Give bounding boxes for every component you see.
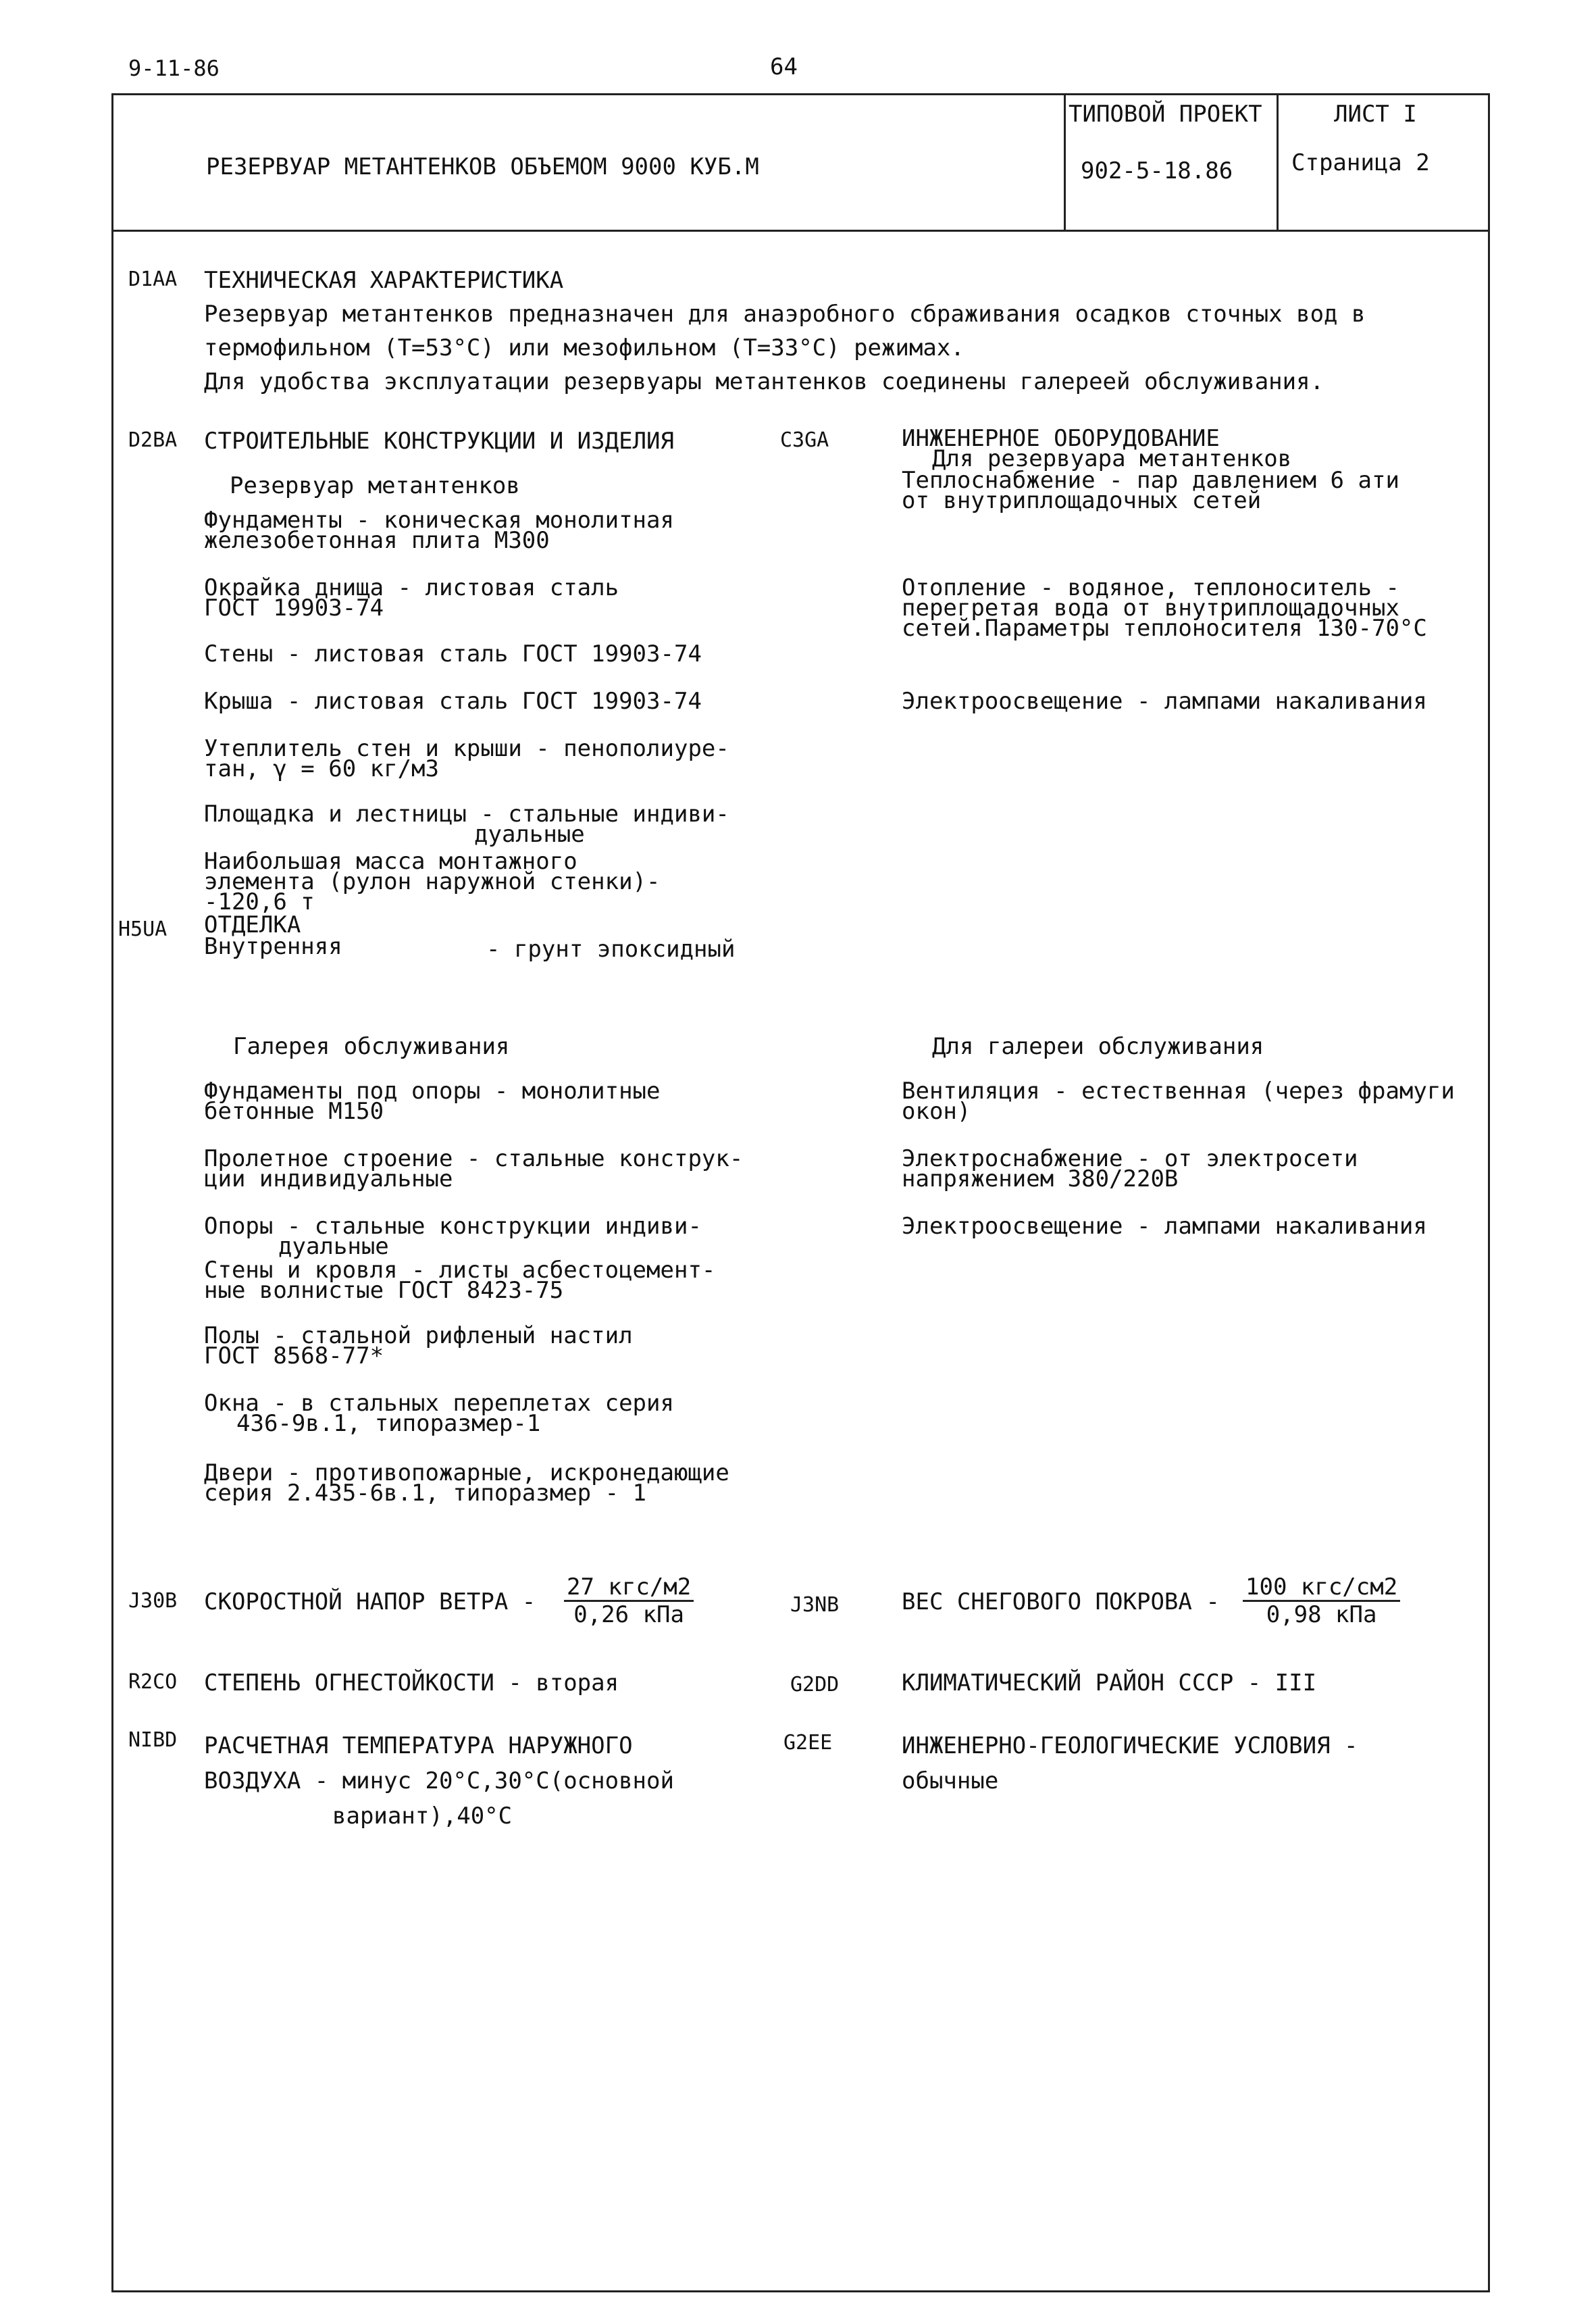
project-label: ТИПОВОЙ ПРОЕКТ	[1069, 101, 1262, 128]
subheading-gallery: Галерея обслуживания	[233, 1033, 510, 1060]
document-date: 9-11-86	[128, 55, 220, 81]
climate-zone: КЛИМАТИЧЕСКИЙ РАЙОН СССР - III	[902, 1669, 1317, 1696]
gallery-item: Стены и кровля - листы асбестоцемент- ные волнистые ГОСТ 8423-75	[204, 1257, 716, 1304]
project-number: 902-5-18.86	[1081, 157, 1233, 184]
document-title: РЕЗЕРВУАР МЕТАНТЕНКОВ ОБЪЕМОМ 9000 КУБ.М	[206, 153, 759, 180]
tech-desc-line2: термофильном (Т=53°С) или мезофильном (Т=33°С) режимах.	[204, 334, 964, 361]
title-divider-1	[1064, 93, 1066, 231]
finish-inner-value: - грунт эпоксидный	[486, 936, 736, 963]
construction-item: Утеплитель стен и крыши - пенополиуре- тан, γ = 60 кг/м3	[204, 735, 729, 782]
sheet-label: ЛИСТ I	[1334, 101, 1417, 128]
engineering-sub: Для резервуара метантенков	[932, 445, 1292, 472]
tech-desc-line3: Для удобства эксплуатации резервуары метантенков соединены галереей обслуживания.	[204, 368, 1324, 395]
construction-item: Площадка и лестницы - стальные индиви- дуальные	[204, 801, 729, 848]
construction-item: Фундаменты - коническая монолитная железобетонная плита М300	[204, 507, 674, 554]
wind-value: 27 кгс/м2 0,26 кПа	[564, 1574, 694, 1628]
code-fire: R2CO	[128, 1670, 178, 1694]
wind-label: СКОРОСТНОЙ НАПОР ВЕТРА -	[204, 1588, 536, 1615]
construction-item: Стены - листовая сталь ГОСТ 19903-74	[204, 640, 702, 668]
snow-label: ВЕС СНЕГОВОГО ПОКРОВА -	[902, 1588, 1220, 1615]
frame-left-line	[111, 93, 113, 2292]
page-label: Страница 2	[1291, 149, 1430, 176]
construction-item: Крыша - листовая сталь ГОСТ 19903-74	[204, 688, 702, 715]
gallery-item: Опоры - стальные конструкции индиви- дуальные	[204, 1213, 702, 1260]
section-code-d2ba: D2BA	[128, 428, 178, 452]
code-wind: J30B	[128, 1589, 178, 1613]
code-geo: G2EE	[783, 1731, 833, 1755]
subheading-gallery-equipment: Для галереи обслуживания	[932, 1033, 1264, 1060]
subheading-reservoir: Резервуар метантенков	[230, 472, 520, 499]
gallery-item: Полы - стальной рифленый настил ГОСТ 8568-77*	[204, 1322, 633, 1369]
section-code-c3ga: C3GA	[780, 428, 829, 452]
frame-right-line	[1488, 93, 1490, 2292]
page-number: 64	[770, 53, 798, 80]
heating: Отопление - водяное, теплоноситель - перегретая вода от внутриплощадочных сетей.Параметры теплоносителя 130-70°С	[902, 574, 1427, 642]
section-code-d1aa: D1AA	[128, 268, 178, 291]
fire-resistance: СТЕПЕНЬ ОГНЕСТОЙКОСТИ - вторая	[204, 1669, 619, 1696]
gallery-item: Фундаменты под опоры - монолитные бетонные М150	[204, 1078, 661, 1125]
heat-supply: Теплоснабжение - пар давлением 6 ати от внутриплощадочных сетей	[902, 467, 1399, 514]
geo-conditions: ИНЖЕНЕРНО-ГЕОЛОГИЧЕСКИЕ УСЛОВИЯ - обычные	[902, 1732, 1358, 1794]
lighting: Электроосвещение - лампами накаливания	[902, 688, 1427, 715]
code-snow: J3NB	[790, 1593, 840, 1617]
power-supply: Электроснабжение - от электросети напряжением 380/220В	[902, 1145, 1358, 1192]
section-heading-finish: ОТДЕЛКА	[204, 911, 301, 938]
code-climate: G2DD	[790, 1673, 840, 1696]
design-temperature: РАСЧЕТНАЯ ТЕМПЕРАТУРА НАРУЖНОГО ВОЗДУХА - минус 20°С,30°С(основной вариант),40°С	[204, 1732, 674, 1830]
ventilation: Вентиляция - естественная (через фрамуги окон)	[902, 1078, 1455, 1125]
section-heading-tech: ТЕХНИЧЕСКАЯ ХАРАКТЕРИСТИКА	[204, 267, 564, 294]
gallery-item: Пролетное строение - стальные конструк- ции индивидуальные	[204, 1145, 744, 1192]
tech-desc-line1: Резервуар метантенков предназначен для анаэробного сбраживания осадков сточных вод в	[204, 301, 1366, 328]
construction-item: Окрайка днища - листовая сталь ГОСТ 19903-74	[204, 574, 619, 622]
finish-inner-label: Внутренняя	[204, 933, 342, 960]
max-mass-note: Наибольшая масса монтажного элемента (рулон наружной стенки)- -120,6 т	[204, 848, 661, 915]
frame-title-bottom-line	[111, 230, 1489, 232]
code-temp: NIBD	[128, 1728, 178, 1752]
section-heading-construction: СТРОИТЕЛЬНЫЕ КОНСТРУКЦИИ И ИЗДЕЛИЯ	[204, 428, 674, 455]
gallery-item: Окна - в стальных переплетах серия 436-9в.1, типоразмер-1	[204, 1390, 674, 1437]
frame-bottom-line	[111, 2290, 1489, 2292]
section-code-h5ua: H5UA	[118, 917, 168, 941]
frame-top-line	[111, 93, 1489, 95]
gallery-lighting: Электроосвещение - лампами накаливания	[902, 1213, 1427, 1240]
title-divider-2	[1277, 93, 1279, 231]
section-heading-engineering: ИНЖЕНЕРНОЕ ОБОРУДОВАНИЕ	[902, 425, 1220, 452]
gallery-item: Двери - противопожарные, искронедающие серия 2.435-6в.1, типоразмер - 1	[204, 1459, 729, 1507]
snow-value: 100 кгс/см2 0,98 кПа	[1243, 1574, 1400, 1628]
